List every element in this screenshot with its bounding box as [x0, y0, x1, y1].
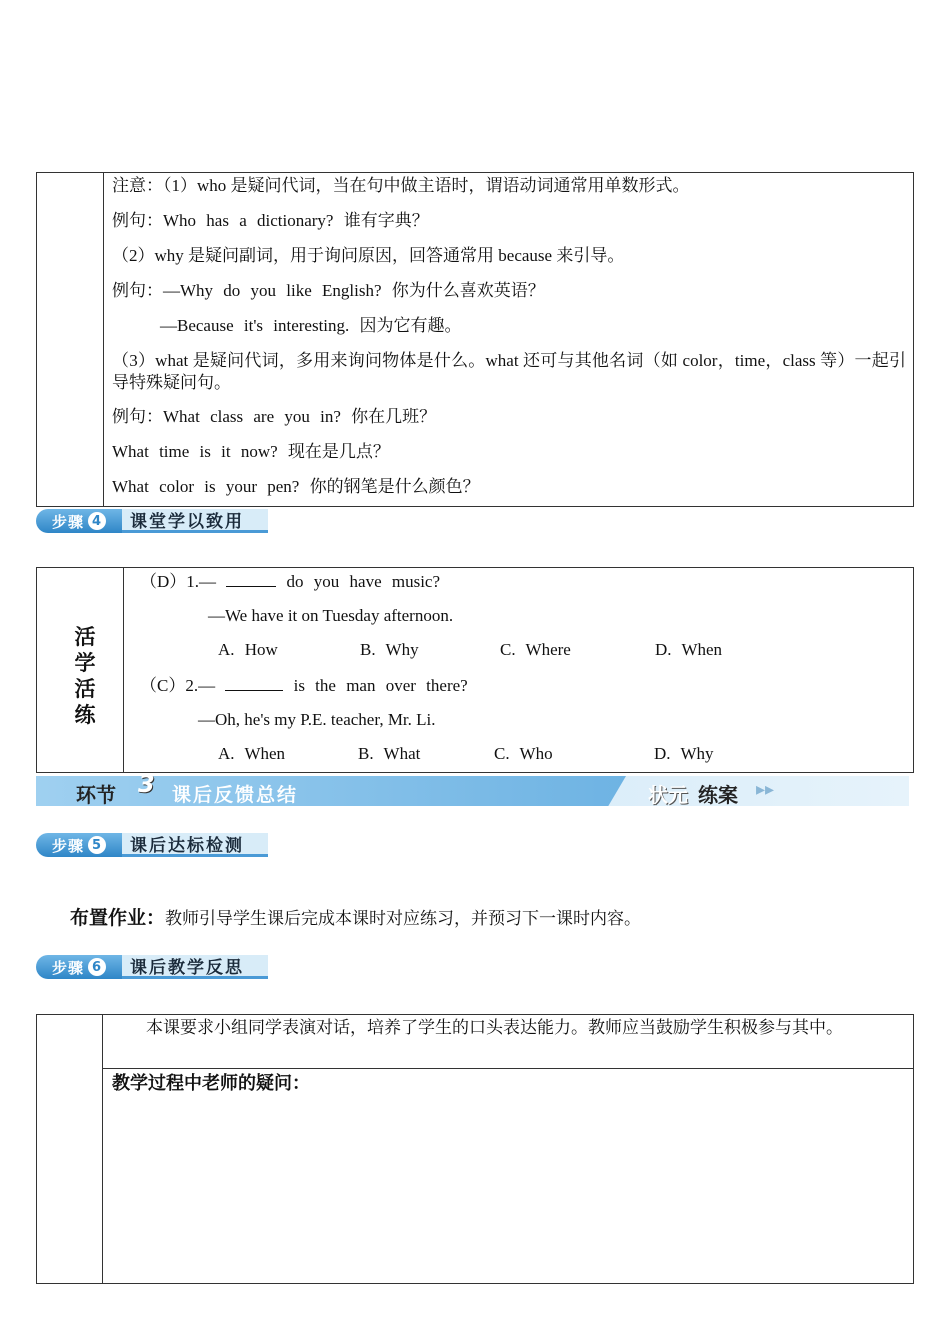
q2-number: 2.—: [185, 676, 216, 695]
q1-option-c: C. Where: [500, 640, 571, 659]
note-line-6: （3）what 是疑问代词，多用来询问物体是什么。what 还可与其他名词（如 color，time，class 等）一起引导特殊疑问句。: [112, 351, 906, 392]
section-banner: [36, 770, 909, 807]
step5-pill: [36, 833, 122, 857]
note-line-9: What color is your pen? 你的钢笔是什么颜色？: [112, 477, 480, 496]
banner-prefix: 环节: [76, 783, 116, 807]
banner-dark-band: [36, 776, 626, 806]
banner-title: 课后反馈总结: [172, 784, 299, 806]
notes-table-divider: [103, 172, 104, 507]
practice-side-label: 活学活练: [74, 625, 96, 727]
question-2: [140, 674, 468, 697]
q1-option-d: D. When: [655, 640, 723, 659]
q2-rest: is the man over there?: [293, 676, 468, 695]
practice-table: [36, 567, 914, 773]
q2-paren-open: （: [140, 676, 157, 695]
q1-rest: do you have music?: [286, 572, 441, 591]
homework: [70, 907, 641, 930]
step4-badge: [36, 509, 268, 533]
q1-paren-close: ）: [169, 572, 187, 591]
question-1: [140, 570, 440, 593]
reflection-question-label: 教学过程中老师的疑问：: [112, 1073, 310, 1094]
step6-badge: [36, 955, 268, 979]
q1-paren-open: （: [140, 572, 157, 591]
note-line-3: （2）why 是疑问副词，用于询问原因，回答通常用 because 来引导。: [112, 246, 625, 265]
q1-answer: D: [157, 572, 170, 591]
step4-number: 4: [88, 512, 106, 530]
q1-blank: [226, 570, 276, 587]
q2-option-b: B. What: [358, 744, 421, 763]
reflection-text: 本课要求小组同学表演对话，培养了学生的口头表达能力。教师应当鼓励学生积极参与其中。: [146, 1018, 843, 1037]
banner-number: 3: [138, 770, 155, 798]
banner-arrows-icon: ▸▸: [756, 779, 775, 800]
step5-badge: [36, 833, 268, 857]
note-line-2: 例句：Who has a dictionary? 谁有字典？: [112, 211, 429, 230]
note-line-7: 例句：What class are you in? 你在几班？: [112, 407, 437, 426]
reflection-table: [36, 1014, 914, 1284]
q1-option-b: B. Why: [360, 640, 419, 659]
step5-label: 课后达标检测: [122, 833, 268, 857]
note-line-5: —Because it's interesting. 因为它有趣。: [160, 316, 462, 335]
q2-reply: —Oh, he's my P.E. teacher, Mr. Li.: [198, 710, 436, 729]
homework-label: 布置作业：: [70, 907, 166, 929]
q2-option-a: A. When: [218, 744, 286, 763]
q1-option-a: A. How: [218, 640, 278, 659]
practice-table-divider: [123, 567, 124, 773]
step6-number: 6: [88, 958, 106, 976]
step6-label: 课后教学反思: [122, 955, 268, 979]
note-line-1: 注意：（1）who 是疑问代词，当在句中做主语时，谓语动词通常用单数形式。: [112, 176, 690, 195]
step5-number: 5: [88, 836, 106, 854]
step4-prefix: 步骤: [51, 512, 84, 531]
q2-paren-close: ）: [168, 676, 186, 695]
q1-number: 1.—: [186, 572, 217, 591]
note-line-4: 例句：—Why do you like English? 你为什么喜欢英语？: [112, 281, 545, 300]
q2-blank: [225, 674, 283, 691]
banner-right-light: 状元: [648, 783, 688, 807]
step4-label: 课堂学以致用: [122, 509, 268, 533]
q2-option-c: C. Who: [494, 744, 553, 763]
homework-text: 教师引导学生课后完成本课时对应练习，并预习下一课时内容。: [165, 909, 642, 928]
step6-pill: [36, 955, 122, 979]
reflection-row-divider: [102, 1068, 914, 1069]
reflection-table-divider: [102, 1014, 103, 1284]
q2-answer: C: [157, 676, 169, 695]
step5-prefix: 步骤: [51, 836, 84, 855]
q1-reply: —We have it on Tuesday afternoon.: [208, 606, 454, 625]
step6-prefix: 步骤: [51, 958, 84, 977]
note-line-8: What time is it now? 现在是几点？: [112, 442, 390, 461]
step4-pill: [36, 509, 122, 533]
q2-option-d: D. Why: [654, 744, 714, 763]
banner-right-dark: 练案: [698, 783, 738, 807]
